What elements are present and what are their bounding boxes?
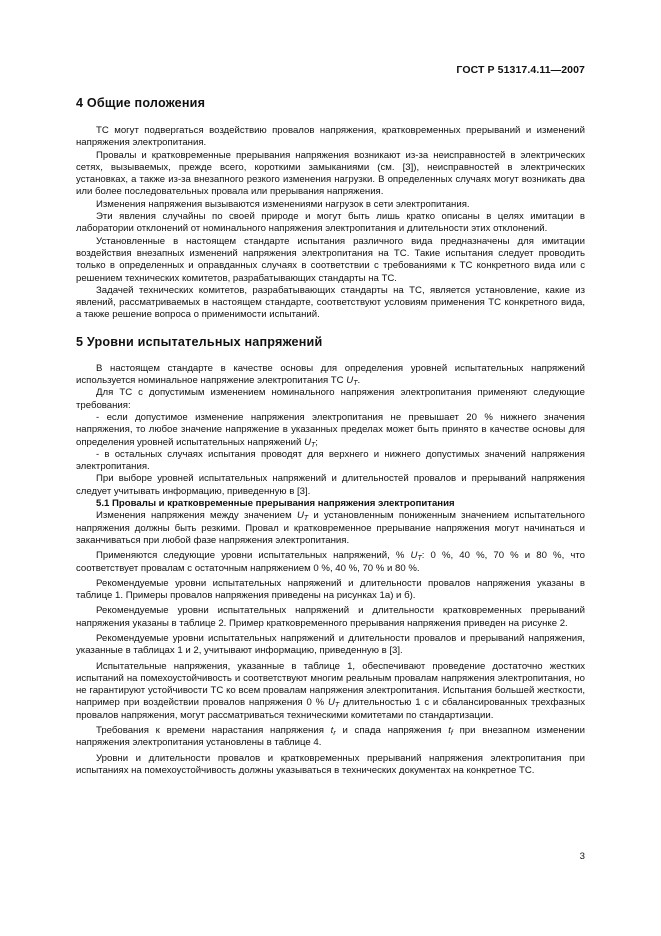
section-4-title: 4 Общие положения	[76, 96, 206, 110]
list-item: - в остальных случаях испытания проводят для верхнего и нижнего допустимых значений напряжения электропитания.	[76, 448, 585, 473]
subsection-5-1-title: 5.1 Провалы и кратковременные прерывания напряжения электропитания	[96, 498, 455, 510]
page-content	[76, 96, 585, 777]
paragraph: Провалы и кратковременные прерывания напряжения возникают из-за неисправностей в электрических сетях, вызываемых, прежде всего, короткими замыканиями (см. [3]), неисправностей в электрических установках, а также из-за внезапного резкого изменения нагрузки. В определенных случаях могут возникать два или более последовательных провала или прерывания напряжения.	[76, 149, 585, 198]
paragraph: Установленные в настоящем стандарте испытания различного вида предназначены для имитации воздействия внезапных изменений напряжения электропитания на ТС. Такие испытания следует проводить только в определенных и оправданных случаях в соответствии с требованиями к ТС конкретного вида или с решением технических комитетов, разрабатывающих стандарты на ТС.	[76, 235, 585, 284]
paragraph: Уровни и длительности провалов и кратковременных прерываний напряжения электропитания при испытаниях на помехоустойчивость должны указываться в технических документах на конкретное ТС.	[76, 752, 585, 776]
paragraph: В настоящем стандарте в качестве основы для определения уровней испытательных напряжений используется номинальное напряжение электропитания ТС $U_T$.	[76, 362, 585, 388]
symbol-tf: $t_f$	[448, 725, 453, 738]
paragraph: Изменения напряжения между значением $U_T$ и установленным пониженным значением испытательного напряжения должны быть резкими. Провал и кратковременное прерывание напряжения могут начинаться и заканчиваться при любой фазе напряжения электропитания.	[76, 510, 585, 546]
paragraph: Изменения напряжения вызываются изменениями нагрузок в сети электропитания.	[96, 198, 470, 210]
paragraph: Применяются следующие уровни испытательных напряжений, % $U_T$: 0 %, 40 %, 70 % и 80 %, что соответствует провалам с остаточным напряжением 0 %, 40 %, 70 % и 80 %.	[76, 550, 585, 574]
paragraph: ТС могут подвергаться воздействию провалов напряжения, кратковременных прерываний и изменений напряжения электропитания.	[76, 125, 585, 149]
list-item: - если допустимое изменение напряжения электропитания не превышает 20 % нижнего значения напряжения, то любое значение напряжение в указанных пределах может быть принято в качестве основы для определения уровней испытательных напряжений $U_T$;	[76, 411, 585, 449]
paragraph: Рекомендуемые уровни испытательных напряжений и длительности провалов напряжения указаны в таблице 1. Примеры провалов напряжения приведены на рисунках 1а) и б).	[76, 577, 585, 602]
paragraph: Эти явления случайны по своей природе и могут быть лишь кратко описаны в целях имитации в лаборатории отклонений от номинального напряжения электропитания и длительности этих отклонений.	[76, 211, 585, 235]
document-id: ГОСТ Р 51317.4.11—2007	[456, 64, 585, 76]
paragraph: Рекомендуемые уровни испытательных напряжений и длительности кратковременных прерываний напряжения указаны в таблице 2. Пример кратковременного прерывания напряжения приведен на рисунке 2.	[76, 605, 585, 629]
paragraph: Задачей технических комитетов, разрабатывающих стандарты на ТС, является установление, какие из явлений, рассматриваемых в настоящем стандарте, соответствуют условиям применения ТС конкретного вида, а также решение вопроса о применимости испытаний.	[76, 284, 585, 321]
symbol-ut: $U_T$	[346, 375, 358, 388]
paragraph: Рекомендуемые уровни испытательных напряжений и длительности провалов и прерываний напряжения, указанные в таблицах 1 и 2, учитывают информацию, приведенную в [3].	[76, 632, 585, 657]
paragraph: Испытательные напряжения, указанные в таблице 1, обеспечивают проведение достаточно жестких испытаний на помехоустойчивость и соответствуют многим реальным провалам напряжения электропитания, но не гарантируют устойчивости ТС ко всем провалам напряжения электропитания. Испытания большей жесткости, например при воздействии провалов напряжения 0 % $U_T$ длительностью 1 с и сбалансированных трехфазных провалов напряжения, могут рассматриваться техническими комитетами по стандартизации.	[76, 660, 585, 721]
symbol-ut: $U_T$	[304, 436, 316, 449]
symbol-ut: $U_T$	[327, 697, 340, 710]
page-number: 3	[579, 851, 585, 862]
symbol-ut: $U_T$	[296, 510, 309, 523]
section-5-title: 5 Уровни испытательных напряжений	[76, 334, 323, 349]
paragraph: При выборе уровней испытательных напряжений и длительностей провалов и прерываний напряжения следует учитывать информацию, приведенную в [3].	[76, 473, 585, 497]
paragraph: Для ТС с допустимым изменением номинального напряжения электропитания применяют следующие требования:	[76, 387, 585, 411]
paragraph: Требования к времени нарастания напряжения $t_r$ и спада напряжения $t_f$ при внезапном изменении напряжения электропитания установлены в таблице 4.	[76, 725, 586, 749]
symbol-ut: $U_T$	[410, 550, 422, 563]
symbol-tr: $t_r$	[330, 725, 336, 738]
